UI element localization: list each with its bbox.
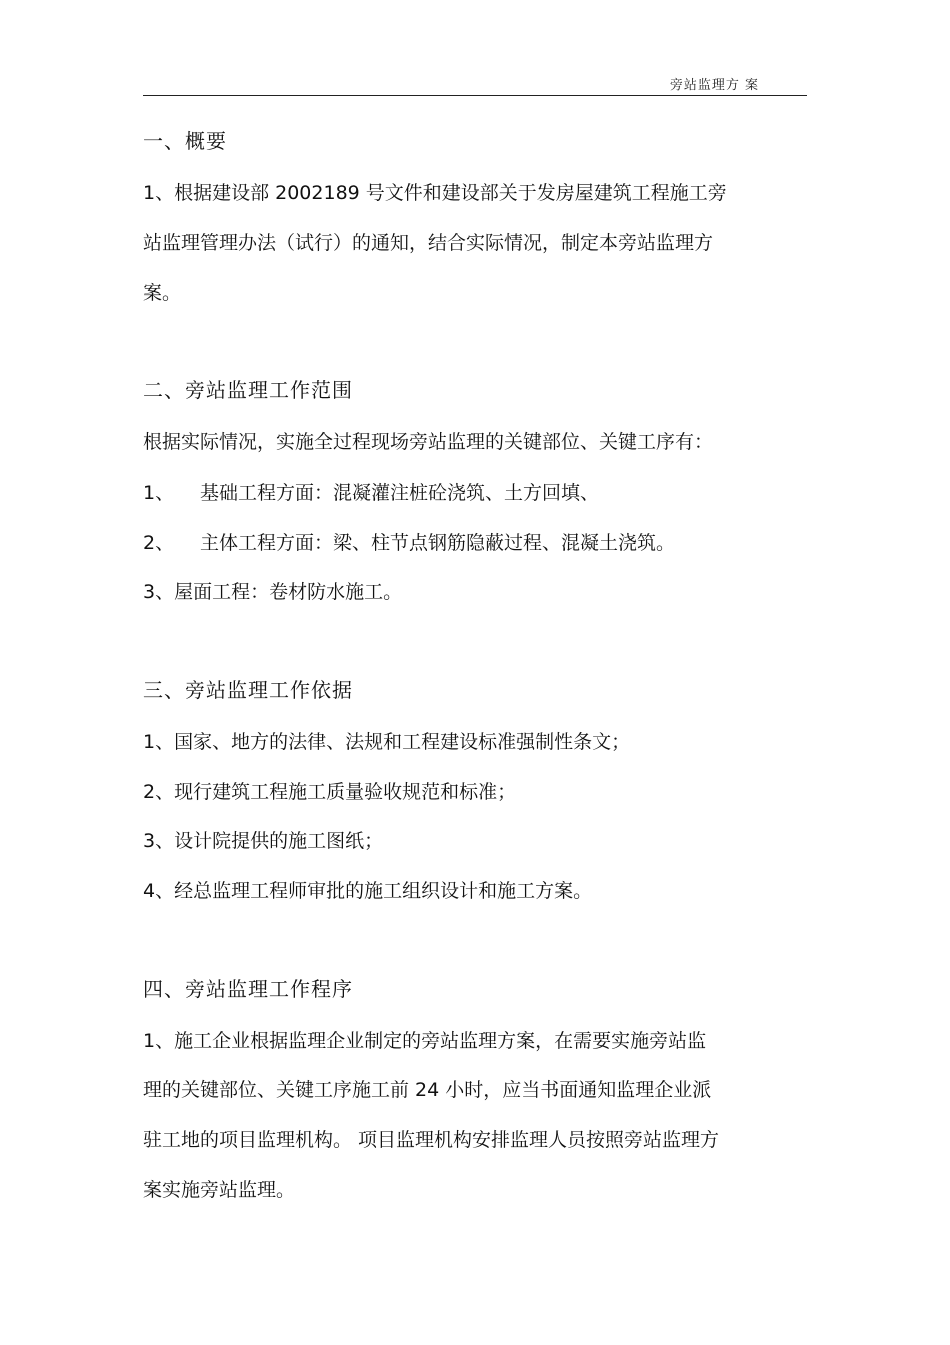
- list-item-number: 1、: [143, 482, 175, 504]
- paragraph-line: 站监理管理办法（试行）的通知，结合实际情况，制定本旁站监理方: [143, 232, 714, 254]
- paragraph-line: 1、根据建设部 2002189 号文件和建设部关于发房屋建筑工程施工旁: [143, 182, 727, 204]
- paragraph-line: 驻工地的项目监理机构。 项目监理机构安排监理人员按照旁站监理方: [143, 1129, 720, 1151]
- list-item: [143, 481, 599, 505]
- paragraph-line: 1、施工企业根据监理企业制定的旁站监理方案，在需要实施旁站监: [143, 1030, 707, 1052]
- list-item: 4、经总监理工程师审批的施工组织设计和施工方案。: [143, 880, 593, 902]
- list-item: 2、现行建筑工程施工质量验收规范和标准；: [143, 781, 517, 803]
- section-heading-basis: 三、旁站监理工作依据: [143, 678, 353, 702]
- header-title: 旁站监理方 案: [669, 78, 759, 93]
- list-item-number: 2、: [143, 532, 175, 554]
- list-item: 3、屋面工程：卷材防水施工。: [143, 581, 403, 603]
- list-item: [143, 531, 675, 555]
- paragraph-line: 理的关键部位、关键工序施工前 24 小时，应当书面通知监理企业派: [143, 1079, 712, 1101]
- list-item: 3、设计院提供的施工图纸；: [143, 830, 384, 852]
- paragraph-line: 案。: [143, 282, 182, 304]
- list-item-text: 基础工程方面：混凝灌注桩砼浇筑、土方回填、: [200, 482, 600, 504]
- paragraph-line: 根据实际情况，实施全过程现场旁站监理的关键部位、关键工序有：: [143, 431, 714, 453]
- section-heading-scope: 二、旁站监理工作范围: [143, 378, 353, 402]
- list-item: 1、国家、地方的法律、法规和工程建设标准强制性条文；: [143, 731, 631, 753]
- section-heading-procedure: 四、旁站监理工作程序: [143, 977, 353, 1001]
- list-item-text: 主体工程方面：梁、柱节点钢筋隐蔽过程、混凝土浇筑。: [200, 532, 676, 554]
- section-heading-overview: 一、概要: [143, 129, 227, 153]
- page-header: [143, 64, 807, 96]
- paragraph-line: 案实施旁站监理。: [143, 1179, 296, 1201]
